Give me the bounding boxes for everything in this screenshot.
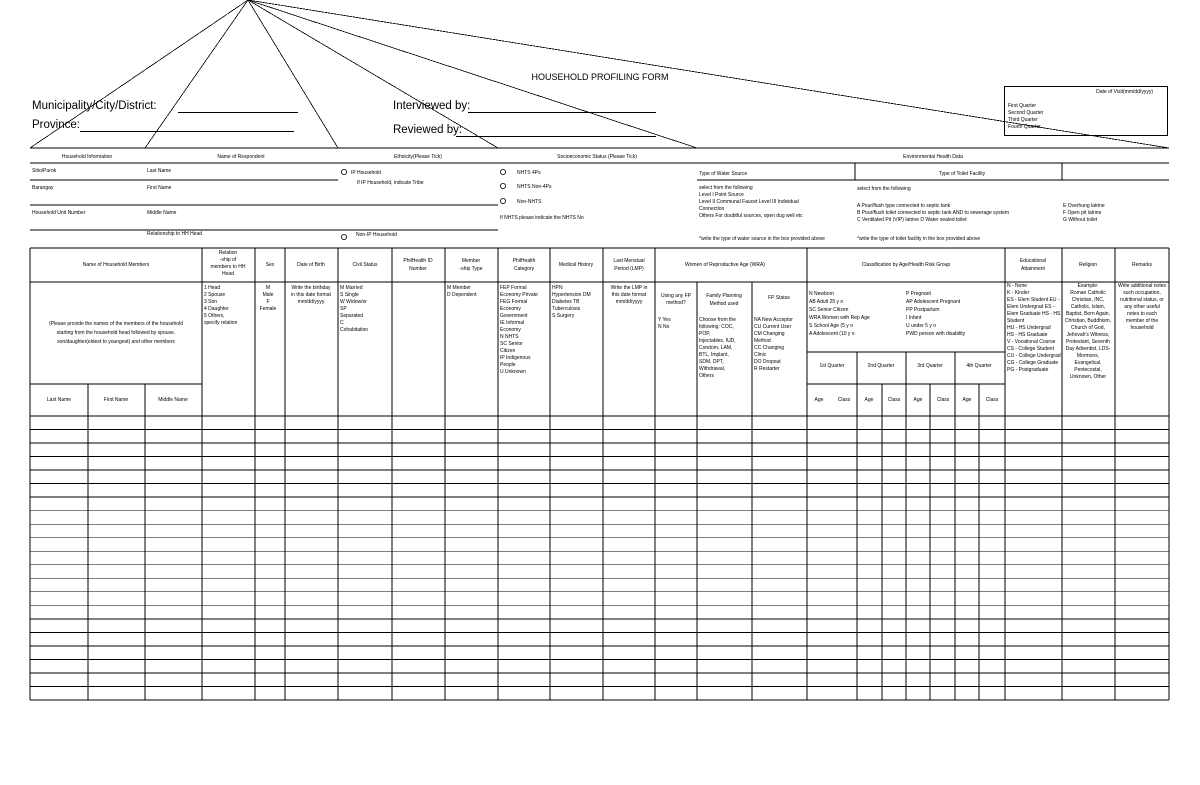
barangay-label: Barangay bbox=[32, 185, 54, 191]
names-instruction: starting from the household head followed by spouse, bbox=[56, 330, 176, 336]
interviewed-by-label: Interviewed by: bbox=[393, 100, 471, 112]
philhealth-category-option: Government bbox=[500, 313, 528, 319]
philhealth-category-option: FEG Formal bbox=[500, 299, 528, 305]
religion-example: Mormons, bbox=[1076, 353, 1100, 359]
toilet-select-label: select from the following bbox=[857, 186, 911, 192]
toilet-option: E Overhung latrine bbox=[1063, 203, 1105, 209]
using-fp-question: Using any FP bbox=[660, 293, 692, 299]
col-membership-type: -ship Type bbox=[459, 266, 483, 272]
col-name-household-members: Name of Household Members bbox=[82, 262, 150, 268]
fp-method-option: Others bbox=[699, 373, 715, 379]
fp-status-option: CM Changing bbox=[754, 331, 785, 337]
grid-line bbox=[248, 0, 338, 148]
religion-example: Day Adventist, LDS- bbox=[1065, 346, 1111, 352]
fp-method-header: Family Planning bbox=[706, 293, 742, 299]
classification-option: WRA Women with Rep Age bbox=[809, 315, 870, 321]
grid-line bbox=[30, 0, 248, 148]
remarks-note: household bbox=[1130, 325, 1154, 331]
lmp-format-note: mm/dd/yyyy bbox=[615, 299, 643, 305]
grid-line bbox=[248, 0, 697, 148]
classification-option: AP Adolescent Pregnant bbox=[906, 299, 961, 305]
col-last-menstrual-period: Last Menstual bbox=[613, 258, 645, 264]
education-option: HU - HS Undergrad bbox=[1007, 325, 1051, 331]
education-option: Elem Undergrad ES - bbox=[1007, 304, 1055, 310]
non-nhts-label: Non-NHTS bbox=[517, 199, 542, 205]
medical-history-option: HPN bbox=[552, 285, 563, 291]
fp-status-option: DO Dropout bbox=[754, 359, 781, 365]
philhealth-category-option: U Unknown bbox=[500, 369, 526, 375]
membership-option: M Member bbox=[447, 285, 471, 291]
philhealth-category-option: IP Indigenous bbox=[500, 355, 531, 361]
col-educational-attainment: Educational bbox=[1019, 258, 1047, 264]
toilet-option: A Pour/flush type connected to septic tank bbox=[857, 203, 951, 209]
water-source-option: Others For doubtful sources, open dug well etc bbox=[699, 213, 803, 219]
religion-example: Unknown, Other bbox=[1069, 374, 1107, 380]
remarks-note: Write additional notes bbox=[1118, 283, 1166, 289]
respondent-last-name-label: Last Name bbox=[147, 168, 172, 174]
quarter-label: 1st Quarter bbox=[819, 363, 845, 369]
ip-household-radio[interactable] bbox=[341, 169, 346, 174]
fp-method-option: Injectables, IUD, bbox=[699, 338, 736, 344]
medical-history-option: S Surgery bbox=[552, 313, 575, 319]
philhealth-category-option: SC Senior bbox=[500, 341, 523, 347]
fp-status-header: FP Status bbox=[768, 295, 790, 301]
education-option: PG - Postgraduate bbox=[1007, 367, 1049, 373]
relationship-option: 3 Son bbox=[204, 299, 218, 305]
civil-status-option: M Married bbox=[340, 285, 363, 291]
nhts-4ps-radio[interactable] bbox=[500, 169, 505, 174]
relationship-option: 4 Daughter bbox=[204, 306, 229, 312]
relationship-option: 1 Head bbox=[204, 285, 221, 291]
classification-option: SC Senior Citizen bbox=[809, 307, 849, 313]
remarks-note: nutritional status, or bbox=[1120, 297, 1164, 303]
second-quarter-label: Second Quarter bbox=[1008, 110, 1044, 116]
member-first-name-header: First Name bbox=[103, 397, 129, 403]
province-label: Province: bbox=[32, 119, 80, 131]
col-educational-attainment: Attainment bbox=[1021, 266, 1045, 272]
col-philhealth-id: PhilHealth ID bbox=[403, 258, 433, 264]
classification-option: AB Adult 25 y o bbox=[809, 299, 844, 305]
class-label: Class bbox=[887, 397, 901, 403]
quarter-label: 3rd Quarter bbox=[917, 363, 943, 369]
water-source-option: select from the following bbox=[699, 185, 753, 191]
ip-household-label: IP Household bbox=[351, 170, 381, 176]
fp-method-option: Withdrawal, bbox=[699, 366, 726, 372]
sitio-purok-label: Sitio/Purok bbox=[32, 168, 57, 174]
remarks-note: member of the bbox=[1125, 318, 1159, 324]
classification-option: P Pregnant bbox=[906, 291, 931, 297]
nhts-number-note: If NHTS please indicate the NHTS No bbox=[500, 215, 584, 221]
philhealth-category-option: Economy Private bbox=[500, 292, 538, 298]
education-option: ES - Elem Student EU - bbox=[1007, 297, 1060, 303]
education-option: K - Kinder bbox=[1007, 290, 1030, 296]
fp-method-option: SDM, DPT, bbox=[699, 359, 724, 365]
nhts-non-4ps-radio[interactable] bbox=[500, 183, 505, 188]
fp-status-option: Clinic bbox=[754, 352, 767, 358]
age-label: Age bbox=[962, 397, 972, 403]
civil-status-option: W Widow/er bbox=[340, 299, 367, 305]
water-source-option: Level II Communal Faucet Level III Individual bbox=[699, 199, 799, 205]
philhealth-category-option: People bbox=[500, 362, 516, 368]
respondent-middle-name-label: Middle Name bbox=[147, 210, 177, 216]
reviewed-by-label: Reviewed by: bbox=[393, 124, 463, 136]
sex-option: Female bbox=[259, 306, 277, 312]
yes-no-option: Y Yes bbox=[658, 317, 671, 323]
col-philhealth-category: PhilHealth bbox=[512, 258, 536, 264]
civil-status-option: Cohabitation bbox=[340, 327, 369, 333]
names-instruction: (Please provide the names of the members of the household bbox=[49, 321, 183, 327]
section-household-information: Household Information bbox=[61, 154, 113, 160]
medical-history-option: Diabetes TB bbox=[552, 299, 580, 305]
religion-example: Example: bbox=[1077, 283, 1099, 289]
religion-example: Baptist, Born Again, bbox=[1066, 311, 1110, 317]
relationship-option: 5 Others, bbox=[204, 313, 225, 319]
class-label: Class bbox=[837, 397, 851, 403]
col-relationship: -ship of bbox=[219, 257, 237, 263]
class-label: Class bbox=[985, 397, 999, 403]
toilet-option: G Without toilet bbox=[1063, 217, 1098, 223]
fp-method-header: Method used bbox=[709, 301, 739, 307]
yes-no-option: N No bbox=[658, 324, 670, 330]
fp-status-option: R Restarter bbox=[754, 366, 780, 372]
relationship-to-head-label: Relationship to HH Head bbox=[147, 231, 203, 237]
names-instruction: son/daughter(eldest to youngest) and other members bbox=[57, 339, 175, 345]
fp-method-option: Condom, LAM, bbox=[699, 345, 733, 351]
grid-line bbox=[248, 0, 1169, 148]
dob-format-note: mm/dd/yyyy bbox=[297, 299, 325, 305]
col-membership-type: Member bbox=[461, 258, 481, 264]
form-title: HOUSEHOLD PROFILING FORM bbox=[531, 72, 669, 82]
class-label: Class bbox=[936, 397, 950, 403]
using-fp-question: method? bbox=[666, 300, 686, 306]
third-quarter-label: Third Quarter bbox=[1008, 117, 1038, 123]
civil-status-option: C bbox=[340, 320, 344, 326]
civil-status-option: S Single bbox=[340, 292, 359, 298]
classification-option: U under 5 y o bbox=[906, 323, 937, 329]
sex-option: Male bbox=[262, 292, 274, 298]
sex-option: M bbox=[265, 285, 271, 291]
fourth-quarter-label: Fourth Quarter bbox=[1008, 124, 1041, 130]
education-option: CG - College Graduate bbox=[1007, 360, 1059, 366]
col-remarks: Remarks bbox=[1131, 262, 1153, 268]
fp-method-option: BTL, Implant, bbox=[699, 352, 729, 358]
toilet-option: F Open pit latrine bbox=[1063, 210, 1102, 216]
fp-status-option: NA New Acceptor bbox=[754, 317, 793, 323]
religion-example: Church of God, bbox=[1071, 325, 1105, 331]
classification-option: PWD person with disability bbox=[906, 331, 966, 337]
respondent-first-name-label: First Name bbox=[147, 185, 172, 191]
col-philhealth-id: Number bbox=[409, 266, 427, 272]
age-label: Age bbox=[913, 397, 923, 403]
toilet-facility-header: Type of Toilet Facility bbox=[938, 171, 986, 177]
education-option: CU - College Undergrad bbox=[1007, 353, 1061, 359]
toilet-facility-note: *write the type of toilet facility in the box provided above bbox=[857, 236, 981, 242]
quarter-label: 2nd Quarter bbox=[867, 363, 895, 369]
non-ip-household-label: Non-IP Household bbox=[356, 232, 397, 238]
education-option: Elem Graduate HS - HS bbox=[1007, 311, 1061, 317]
religion-example: Catholic, Islam, bbox=[1070, 304, 1106, 310]
education-option: Student bbox=[1007, 318, 1025, 324]
fp-method-option: following: COC, bbox=[699, 324, 734, 330]
col-classification: Classification by Age/Health Risk Group bbox=[861, 262, 951, 268]
member-last-name-header: Last Name bbox=[46, 397, 72, 403]
section-ethnicity: Ethnicity(Please Tick) bbox=[394, 154, 442, 160]
classification-option: N Newborn bbox=[809, 291, 835, 297]
col-last-menstrual-period: Period (LMP) bbox=[614, 266, 644, 272]
date-of-visit-title: Date of Visit(mm/dd/yyyy) bbox=[1096, 89, 1153, 95]
water-source-header: Type of Water Source bbox=[699, 171, 748, 177]
classification-option: A Adolescent (10 y o bbox=[809, 331, 855, 337]
nhts-4ps-label: NHTS 4Ps bbox=[517, 170, 541, 176]
first-quarter-label: First Quarter bbox=[1008, 103, 1037, 109]
religion-example: Jehovah's Witness, bbox=[1066, 332, 1110, 338]
medical-history-option: Tuberculosis bbox=[552, 306, 581, 312]
age-label: Age bbox=[814, 397, 824, 403]
remarks-note: such occupation, bbox=[1123, 290, 1161, 296]
non-ip-household-radio[interactable] bbox=[341, 234, 346, 239]
philhealth-category-option: Citizen bbox=[500, 348, 516, 354]
religion-example: Evangelical, bbox=[1074, 360, 1102, 366]
household-unit-number-label: Household Unit Number bbox=[32, 210, 86, 216]
relationship-option: 2 Spouse bbox=[204, 292, 226, 298]
lmp-format-note: Write the LMP in bbox=[610, 285, 648, 291]
toilet-option: B Pour/flush toilet connected to septic tank AND to sewerage system bbox=[857, 210, 1010, 216]
col-philhealth-category: Category bbox=[513, 266, 535, 272]
dob-format-note: Write the birthday bbox=[291, 285, 331, 291]
member-middle-name-header: Middle Name bbox=[158, 397, 188, 403]
education-option: HS - HS Graduate bbox=[1007, 332, 1048, 338]
philhealth-category-option: Economy bbox=[500, 306, 521, 312]
section-socioeconomic-status: Socioeconomic Status (Please Tick) bbox=[557, 154, 637, 160]
education-option: V - Vocational Course bbox=[1007, 339, 1056, 345]
remarks-note: notes to each bbox=[1126, 311, 1158, 317]
medical-history-option: Hypertension DM bbox=[552, 292, 591, 298]
col-relationship: Head bbox=[222, 271, 234, 277]
civil-status-option: Separated bbox=[340, 313, 364, 319]
religion-example: Roman Catholic bbox=[1070, 290, 1106, 296]
col-religion: Religion bbox=[1078, 262, 1098, 268]
municipality-label: Municipality/City/District: bbox=[32, 100, 157, 112]
col-women-reproductive-age: Women of Reproductive Age (WRA) bbox=[685, 262, 765, 268]
non-nhts-radio[interactable] bbox=[500, 198, 505, 203]
section-name-of-respondent: Name of Respondent bbox=[217, 154, 265, 160]
col-medical-history: Medical History bbox=[558, 262, 594, 268]
col-civil-status: Civil Status bbox=[352, 262, 378, 268]
col-relationship: Relation bbox=[218, 250, 238, 256]
age-label: Age bbox=[864, 397, 874, 403]
nhts-non-4ps-label: NHTS Non-4Ps bbox=[517, 184, 552, 190]
ip-tribe-label: If IP Household, indicate Tribe bbox=[357, 180, 424, 186]
water-source-note: *write the type of water source in the box provided above bbox=[699, 236, 825, 242]
quarter-label: 4th Quarter bbox=[966, 363, 992, 369]
relationship-option: specify relation bbox=[204, 320, 238, 326]
water-source-option: Level I Point Source bbox=[699, 192, 744, 198]
fp-status-option: CC Changing bbox=[754, 345, 785, 351]
education-option: CS - College Student bbox=[1007, 346, 1054, 352]
civil-status-option: SP bbox=[340, 306, 347, 312]
religion-example: Christian, Buddhism, bbox=[1064, 318, 1112, 324]
religion-example: Protestant, Seventh bbox=[1066, 339, 1110, 345]
philhealth-category-option: N NHTS bbox=[500, 334, 519, 340]
col-sex: Sex bbox=[265, 262, 275, 268]
col-relationship: members to HH bbox=[210, 264, 246, 270]
fp-status-option: CU Current User bbox=[754, 324, 792, 330]
philhealth-category-option: Economy bbox=[500, 327, 521, 333]
sex-option: F bbox=[266, 299, 270, 305]
fp-method-option: Choose from the bbox=[699, 317, 736, 323]
classification-option: PP Postpartum bbox=[906, 307, 940, 313]
fp-status-option: Method bbox=[754, 338, 771, 344]
religion-example: Christian, INC, bbox=[1071, 297, 1105, 303]
philhealth-category-option: FEP Formal bbox=[500, 285, 527, 291]
education-option: N - None bbox=[1007, 283, 1028, 289]
classification-option: I Infant bbox=[906, 315, 922, 321]
lmp-format-note: this date format bbox=[611, 292, 647, 298]
grid-line bbox=[145, 0, 248, 148]
religion-example: Pentecostal, bbox=[1074, 367, 1102, 373]
section-environmental-health: Environmental Health Data bbox=[903, 154, 963, 160]
remarks-note: any other useful bbox=[1124, 304, 1160, 310]
grid-line bbox=[248, 0, 498, 148]
fp-method-option: POP, bbox=[699, 331, 711, 337]
water-source-option: Connection bbox=[699, 206, 725, 212]
classification-option: S School Age (5 y o bbox=[809, 323, 853, 329]
toilet-option: C Ventilated Pit (VIP) latrine D Water sealed toilet bbox=[857, 217, 967, 223]
membership-option: D Dependent bbox=[447, 292, 477, 298]
col-date-of-birth: Date of Birth bbox=[297, 262, 325, 268]
philhealth-category-option: IE Informal bbox=[500, 320, 525, 326]
dob-format-note: in this date format bbox=[291, 292, 331, 298]
